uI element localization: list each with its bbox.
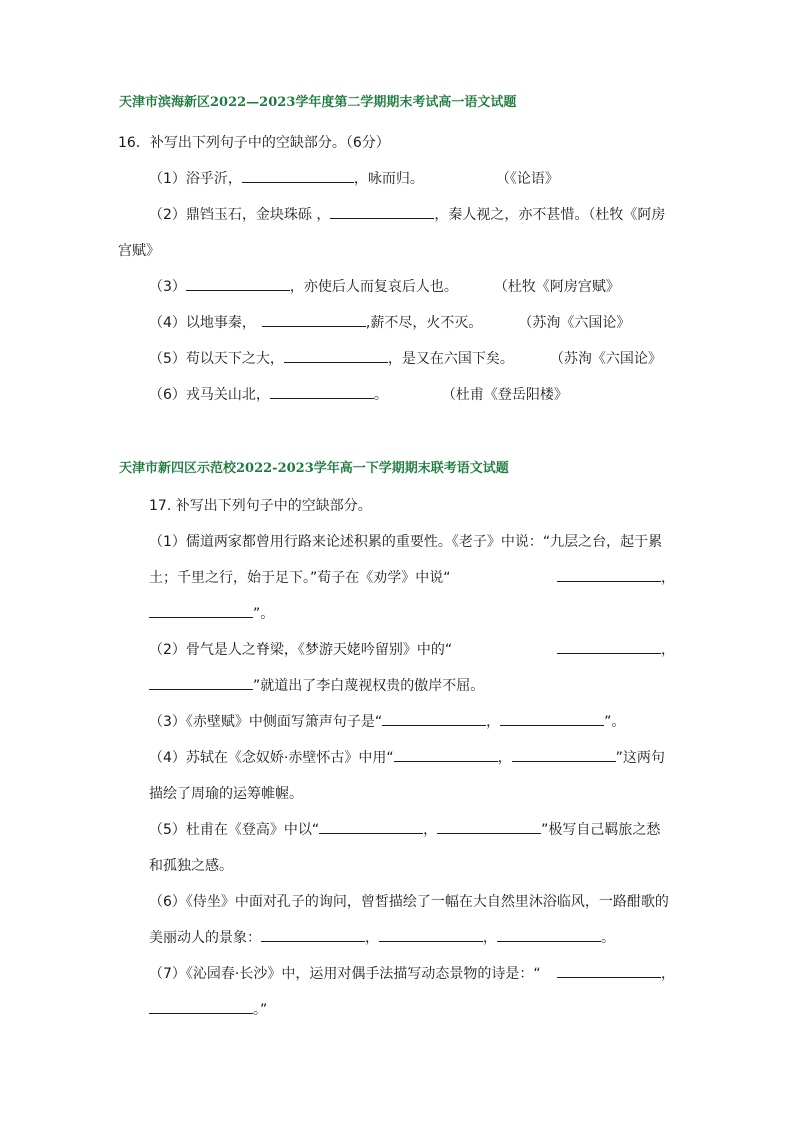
q16-item-6: （6）戎马关山北， 。 （杜甫《登岳阳楼》 [149, 387, 568, 403]
answer-blank[interactable] [319, 821, 423, 834]
q17-item-5-line2: 和孤独之感。 [149, 858, 233, 874]
answer-blank[interactable] [330, 206, 434, 219]
answer-blank[interactable] [149, 605, 253, 618]
q16-item-2-cont: 宫赋》 [118, 243, 160, 259]
q17-item-1-line2: 土；千里之行，始于足下。”荀子在《劝学》中说“ ， [149, 570, 675, 586]
q17-item-7-line2: 。” [149, 1001, 267, 1019]
answer-blank[interactable] [557, 569, 661, 582]
q16-item-2: （2）鼎铛玉石，金块珠砾 ， ，秦人视之，亦不甚惜。（杜牧《阿房 [149, 207, 666, 223]
answer-blank[interactable] [512, 749, 616, 762]
section-heading-binhai: 天津市滨海新区2022—2023学年度第二学期期末考试高一语文试题 [119, 95, 517, 110]
answer-blank[interactable] [149, 1001, 253, 1014]
q17-item-7-line1: （7）《沁园春·长沙》中，运用对偶手法描写动态景物的诗是：“ ， [149, 966, 675, 982]
q16-item-4: （4）以地事秦， ,薪不尽，火不灭。 （苏洵《六国论》 [149, 315, 631, 331]
answer-blank[interactable] [500, 713, 604, 726]
answer-blank[interactable] [557, 641, 661, 654]
answer-blank[interactable] [379, 929, 483, 942]
q17-item-4-line1: （4）苏轼在《念奴娇·赤壁怀古》中用“ ， ”这两句 [149, 750, 665, 766]
answer-blank[interactable] [149, 677, 253, 690]
answer-blank[interactable] [242, 170, 354, 183]
q17-item-6-line1: （6）《侍坐》中面对孔子的询问，曾皙描绘了一幅在大自然里沐浴临风，一路酣歌的 [149, 894, 669, 910]
q16-item-1: （1）浴乎沂， ，咏而归。 （《论语》 [149, 171, 559, 187]
answer-blank[interactable] [284, 350, 388, 363]
section-heading-xinsiqu: 天津市新四区示范校2022-2023学年高一下学期期末联考语文试题 [119, 461, 509, 476]
answer-blank[interactable] [262, 314, 366, 327]
answer-blank[interactable] [382, 713, 486, 726]
answer-blank[interactable] [261, 929, 365, 942]
q17-item-3: （3）《赤壁赋》中侧面写箫声句子是“ ， ”。 [149, 714, 626, 730]
q17-item-1-line3: ”。 [149, 605, 274, 623]
q17-item-5-line1: （5）杜甫在《登高》中以“ ， ”极写自己羁旅之愁 [149, 822, 661, 838]
question-17-title: 17. 补写出下列句子中的空缺部分。 [149, 498, 372, 514]
answer-blank[interactable] [437, 821, 541, 834]
answer-blank[interactable] [270, 386, 374, 399]
q16-item-3: （3） ，亦使后人而复哀后人也。 （杜牧《阿房宫赋》 [149, 279, 620, 295]
q16-item-5: （5）苟以天下之大， ，是又在六国下矣。 （苏洵《六国论》 [149, 351, 662, 367]
answer-blank[interactable] [557, 965, 661, 978]
q17-item-4-line2: 描绘了周瑜的运筹帷幄。 [149, 786, 303, 802]
answer-blank[interactable] [186, 278, 290, 291]
q17-item-2-line2: ”就道出了李白蔑视权贵的傲岸不屈。 [149, 677, 484, 695]
question-16-title: 16．补写出下列句子中的空缺部分。（6分） [118, 135, 390, 151]
answer-blank[interactable] [394, 749, 498, 762]
answer-blank[interactable] [497, 929, 601, 942]
q17-item-2-line1: （2）骨气是人之脊梁，《梦游天姥吟留别》中的“ ， [149, 642, 675, 658]
q17-item-6-line2: 美丽动人的景象： ， ， 。 [149, 930, 615, 946]
q17-item-1-line1: （1）儒道两家都曾用行路来论述积累的重要性。《老子》中说：“九层之台，起于累 [149, 534, 663, 550]
